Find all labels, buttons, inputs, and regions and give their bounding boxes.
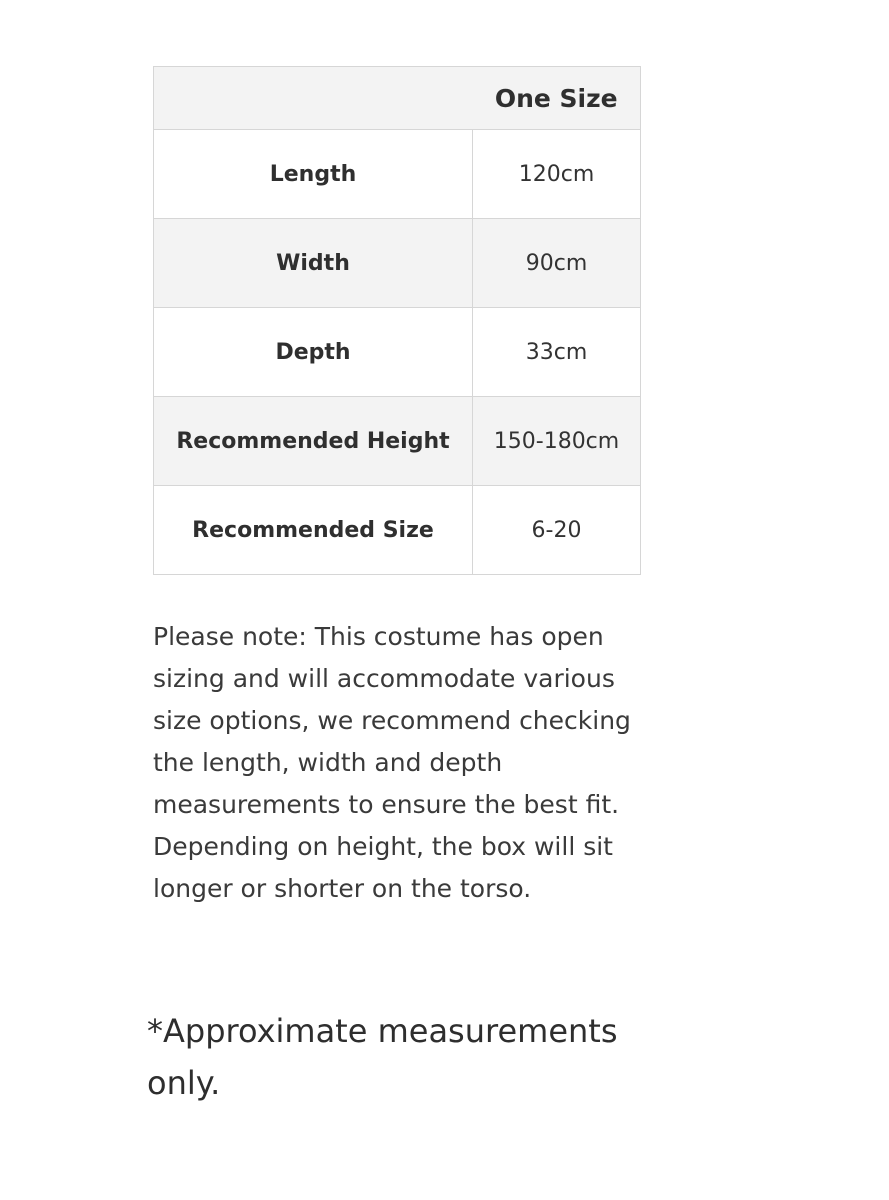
row-value-recommended-height: 150-180cm [473, 397, 641, 486]
size-chart-table [153, 66, 641, 575]
table-row [154, 308, 641, 397]
header-blank-cell [154, 67, 473, 130]
header-size-cell: One Size [473, 67, 641, 130]
row-value-recommended-size: 6-20 [473, 486, 641, 575]
row-label-recommended-height: Recommended Height [154, 397, 473, 486]
table-row [154, 219, 641, 308]
table-header-row [154, 67, 641, 130]
table-row [154, 130, 641, 219]
row-value-depth: 33cm [473, 308, 641, 397]
sizing-note: Please note: This costume has open sizing and will accommodate various size options, we recommend checking the length, width and depth measurements to ensure the best fit. Depending on height, the box will sit longer or shorter on the torso. [153, 622, 631, 903]
table-row [154, 397, 641, 486]
row-label-length: Length [154, 130, 473, 219]
row-label-width: Width [154, 219, 473, 308]
row-value-length: 120cm [473, 130, 641, 219]
row-value-width: 90cm [473, 219, 641, 308]
row-label-depth: Depth [154, 308, 473, 397]
measurement-disclaimer: *Approximate measurements only. [147, 1012, 618, 1102]
row-label-recommended-size: Recommended Size [154, 486, 473, 575]
table-row [154, 486, 641, 575]
